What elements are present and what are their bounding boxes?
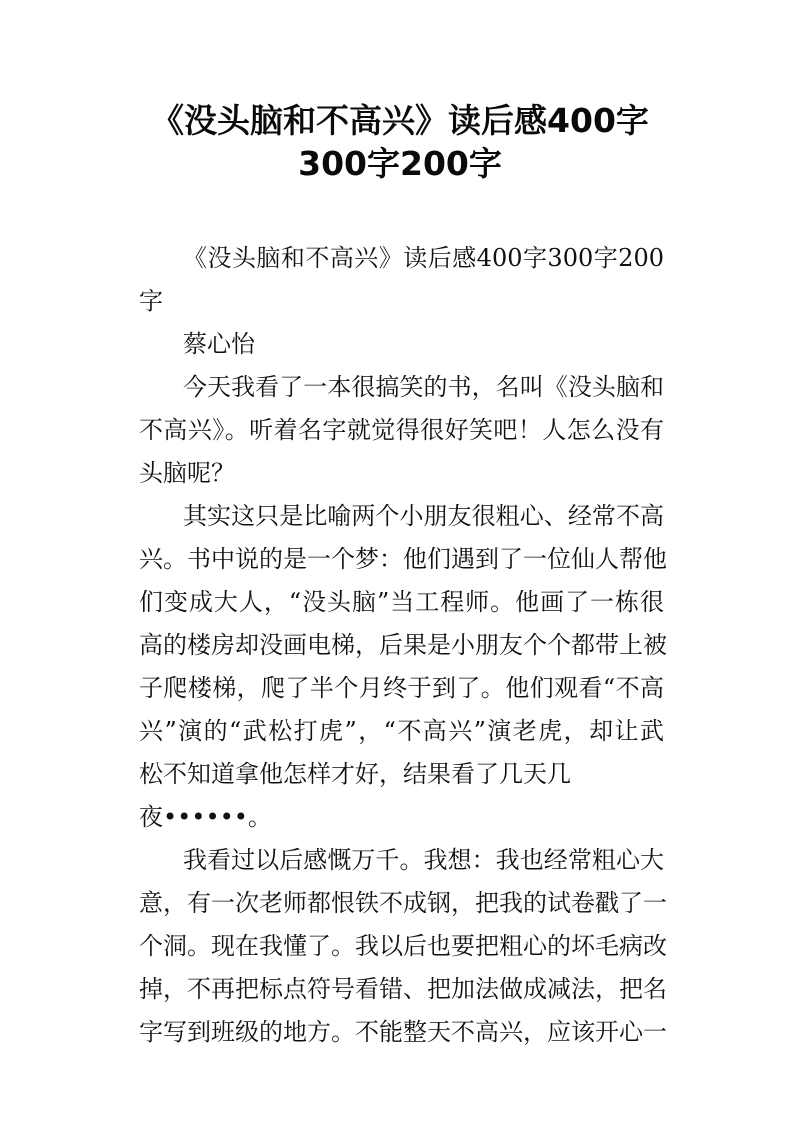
body-line: 夜••••••。 bbox=[139, 803, 272, 831]
body-line: 兴。书中说的是一个梦：他们遇到了一位仙人帮他 bbox=[139, 545, 667, 573]
body-line: 子爬楼梯，爬了半个月终于到了。他们观看“不高 bbox=[139, 674, 664, 702]
body-line: 兴”演的“武松打虎”，“不高兴”演老虎，却让武 bbox=[139, 717, 664, 745]
body-line: 高的楼房却没画电梯，后果是小朋友个个都带上被 bbox=[139, 631, 667, 659]
body-line: 松不知道拿他怎样才好，结果看了几天几 bbox=[139, 760, 571, 788]
document-title-line-2: 300字200字 bbox=[298, 144, 502, 183]
body-line: 字写到班级的地方。不能整天不高兴，应该开心一 bbox=[139, 1018, 667, 1046]
body-line: 其实这只是比喻两个小朋友很粗心、经常不高 bbox=[183, 502, 664, 530]
body-line: 个洞。现在我懂了。我以后也要把粗心的坏毛病改 bbox=[139, 932, 667, 960]
body-line: 不高兴》。听着名字就觉得很好笑吧！人怎么没有 bbox=[139, 416, 664, 444]
document-title-line-1: 《没头脑和不高兴》读后感400字 bbox=[151, 101, 649, 140]
body-line: 今天我看了一本很搞笑的书，名叫《没头脑和 bbox=[183, 373, 664, 401]
body-line: 字 bbox=[139, 287, 163, 315]
body-line: 意，有一次老师都恨铁不成钢，把我的试卷戳了一 bbox=[139, 889, 667, 917]
body-line: 《没头脑和不高兴》读后感400字300字200 bbox=[183, 244, 664, 272]
author-name: 蔡心怡 bbox=[183, 330, 255, 358]
body-line: 头脑呢？ bbox=[139, 459, 235, 487]
body-line: 们变成大人，“没头脑”当工程师。他画了一栋很 bbox=[139, 588, 664, 616]
body-line: 掉，不再把标点符号看错、把加法做成减法，把名 bbox=[139, 975, 667, 1003]
body-line: 我看过以后感慨万千。我想：我也经常粗心大 bbox=[183, 846, 664, 874]
